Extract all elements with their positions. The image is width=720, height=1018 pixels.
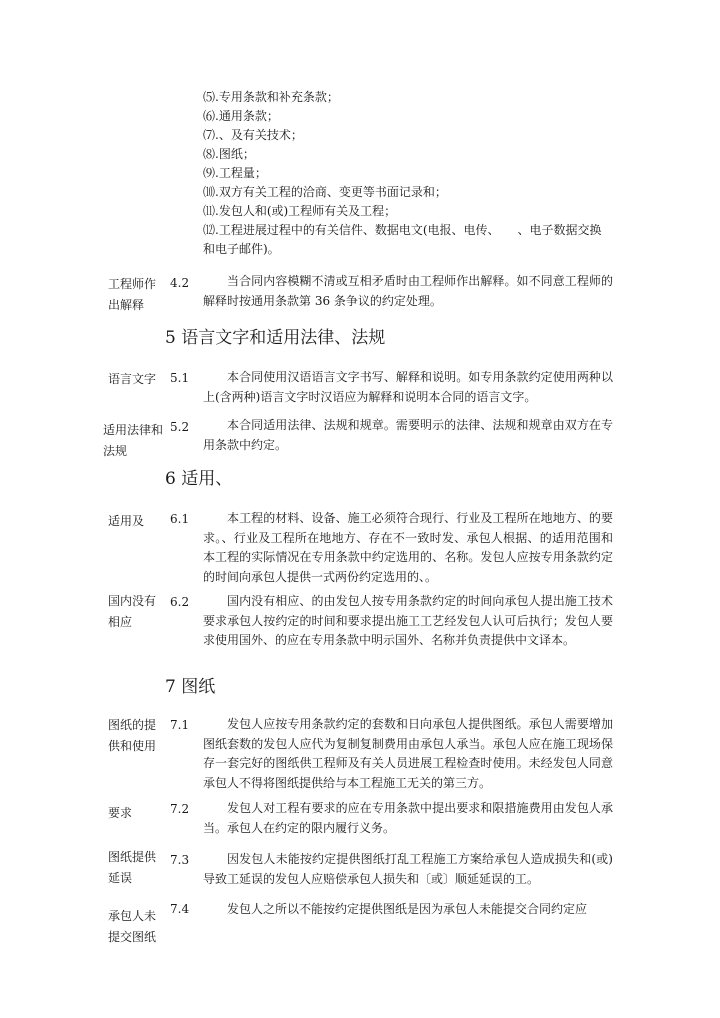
list-item: ⑸.专用条款和补充条款； [203, 90, 339, 104]
clause-label: 国内没有相应 [108, 594, 157, 629]
clause-number: 6.2 [170, 595, 190, 609]
clause-text: 发包人应按专用条款约定的套数和日向承包人提供图纸。承包人需要增加图纸套数的发包人应代为复制复制费用由承包人承当。承包人应在施工现场保存一套完好的图纸供工程师及有关人员进展工程检查时使用。未经发包人同意承包人不得将图纸提供给与本工程施工无关的第三方。 [203, 717, 613, 790]
clause-label: 语言文字 [108, 372, 157, 386]
clause-label: 图纸的提供和使用 [108, 718, 157, 753]
list-item: ⑹.通用条款； [203, 109, 279, 123]
clause-number: 7.1 [170, 718, 190, 732]
list-item: ⑻.图纸； [203, 147, 255, 161]
clause-number: 5.2 [170, 420, 190, 434]
clause-text: 因发包人未能按约定提供图纸打乱工程施工方案给承包人造成损失和(或)导致工延误的发包人应赔偿承包人损失和〔或〕顺延延误的工。 [203, 852, 613, 886]
clause-number: 7.2 [170, 802, 190, 816]
clause-text: 本合同适用法律、法规和规章。需要明示的法律、法规和规章由双方在专用条款中约定。 [203, 418, 613, 452]
clause-number: 7.3 [170, 853, 190, 867]
list-item: ⑾.发包人和(或)工程师有关及工程； [203, 204, 397, 218]
section-heading: 6 适用、 [165, 469, 233, 489]
clause-text: 当合同内容模糊不清或互相矛盾时由工程师作出解释。如不同意工程师的解释时按通用条款第 36 条争议的约定处理。 [203, 274, 613, 308]
list-item: ⑼.工程量； [203, 166, 267, 180]
clause-label: 要求 [108, 806, 133, 820]
section-heading: 7 图纸 [165, 677, 216, 697]
clause-text: 发包人之所以不能按约定提供图纸是因为承包人未能提交合同约定应 [227, 902, 588, 916]
clause-label: 工程师作出解释 [108, 277, 157, 312]
clause-number: 7.4 [170, 902, 190, 916]
list-item: ⑺.、及有关技术； [203, 128, 303, 142]
clause-number: 6.1 [170, 512, 190, 526]
clause-number: 4.2 [170, 276, 190, 290]
list-item: ⑽.双方有关工程的洽商、变更等书面记录和； [203, 185, 447, 199]
clause-label: 适用法律和法规 [103, 423, 164, 458]
clause-text: 发包人对工程有要求的应在专用条款中提出要求和限措施费用由发包人承当。承包人在约定的限内履行义务。 [203, 801, 613, 835]
clause-text: 本工程的材料、设备、施工必须符合现行、行业及工程所在地地方、的要求。、行业及工程所在地地方、存在不一致时发、承包人根据、的适用范围和本工程的实际情况在专用条款中约定选用的、名称。发包人应按专用条款约定的时间向承包人提供一式两份约定选用的、。 [203, 511, 613, 584]
clause-label: 图纸提供延误 [108, 850, 157, 885]
clause-label: 承包人未提交图纸 [108, 909, 157, 944]
clause-label: 适用及 [108, 514, 145, 528]
clause-number: 5.1 [170, 371, 190, 385]
clause-text: 本合同使用汉语语言文字书写、解释和说明。如专用条款约定使用两种以上(含两种)语言文字时汉语应为解释和说明本合同的语言文字。 [203, 370, 613, 404]
list-item: ⑿.工程进展过程中的有关信件、数据电文(电报、电传、 、电子数据交换和电子邮件)。 [203, 223, 602, 256]
section-heading: 5 语言文字和适用法律、法规 [165, 328, 386, 348]
clause-text: 国内没有相应、的由发包人按专用条款约定的时间向承包人提出施工技术要求承包人按约定的时间和要求提出施工工艺经发包人认可后执行；发包人要求使用国外、的应在专用条款中明示国外、名称并负责提供中文译本。 [203, 594, 613, 647]
